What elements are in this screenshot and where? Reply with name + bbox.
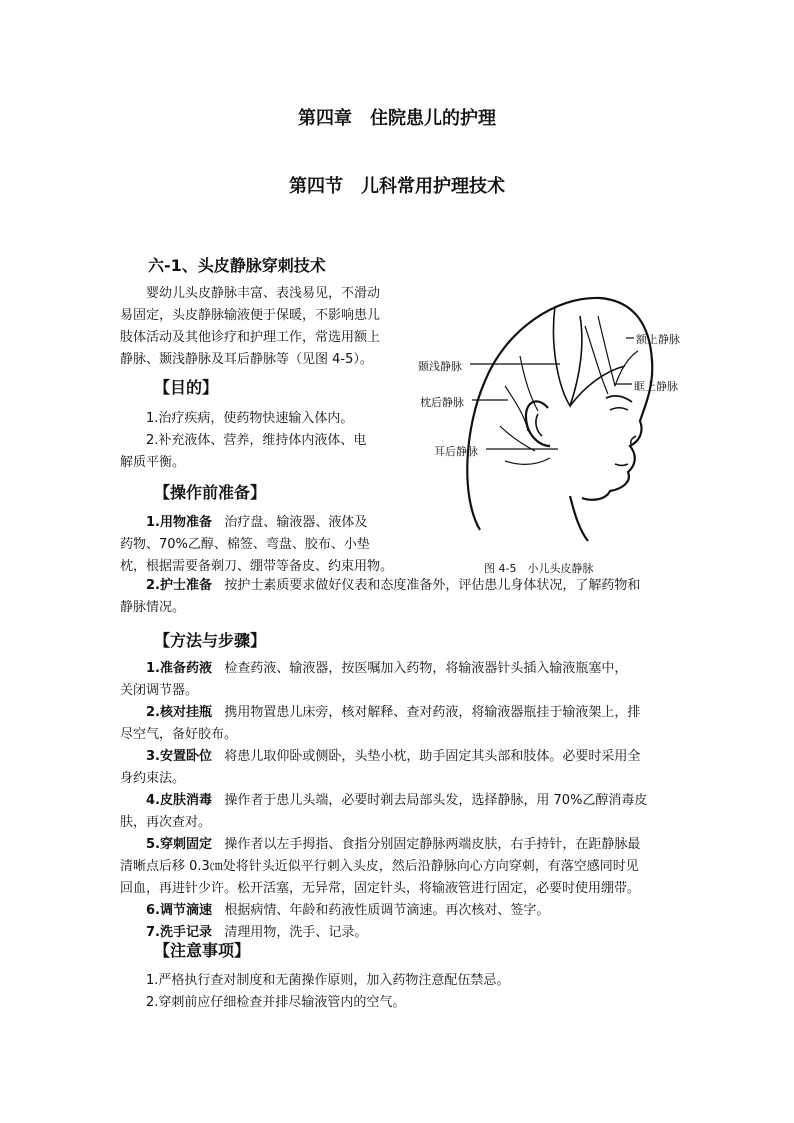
step-lead: 2.核对挂瓶 <box>146 705 212 720</box>
prep-item-2-text: 按护士素质要求做好仪表和态度准备外，评估患儿身体状况，了解药物和 <box>224 578 641 593</box>
step-lead: 4.皮肤消毒 <box>146 793 212 808</box>
figure-label-supraorbital-vein: 眶上静脉 <box>634 380 678 393</box>
intro-line: 肢体活动及其他诊疗和护理工作，常选用额上 <box>120 330 381 345</box>
prep-item-1-line: 药物、70%乙醇、棉签、弯盘、胶布、小垫 <box>120 537 370 552</box>
prep-item-2-lead: 2.护士准备 <box>146 578 212 593</box>
prep-item-1-text: 治疗盘、输液器、液体及 <box>224 515 368 530</box>
intro-line: 婴幼儿头皮静脉丰富、表浅易见，不滑动 <box>146 286 381 301</box>
list-item: 2.补充液体、营养，维持体内液体、电 <box>146 433 367 448</box>
purpose-heading: 【目的】 <box>154 378 219 397</box>
figure-caption: 图 4-5 小儿头皮静脉 <box>484 562 594 575</box>
list-item: 2.穿刺前应仔细检查并排尽输液管内的空气。 <box>146 995 406 1010</box>
step-text: 操作者于患儿头端，必要时剃去局部头发，选择静脉，用 70%乙醇消毒皮 <box>224 793 648 808</box>
figure-label-occipital-vein: 枕后静脉 <box>420 396 464 409</box>
figure-label-supratrochlear-vein: 额上静脉 <box>636 333 680 346</box>
step-lead: 6.调节滴速 <box>146 903 212 918</box>
topic-title: 六-1、头皮静脉穿刺技术 <box>148 256 326 275</box>
notes-heading: 【注意事项】 <box>154 941 251 960</box>
step-text: 操作者以左手拇指、食指分别固定静脉两端皮肤，右手持针，在距静脉最 <box>224 837 641 852</box>
prep-item-1-lead: 1.用物准备 <box>146 515 212 530</box>
prep-item-1 <box>120 512 410 578</box>
step-text: 携用物置患儿床旁，核对解释、查对药液，将输液器瓶挂于输液架上，排 <box>224 705 641 720</box>
prep-heading: 【操作前准备】 <box>154 483 267 502</box>
step-text: 回血，再进针少许。松开活塞，无异常，固定针头，将输液管进行固定，必要时使用绷带。 <box>120 881 641 896</box>
section-title: 第四节 儿科常用护理技术 <box>289 176 505 197</box>
step-5 <box>120 834 700 900</box>
intro-line: 静脉、颞浅静脉及耳后静脉等（见图 4-5）。 <box>120 352 373 367</box>
steps-list <box>120 658 700 944</box>
chapter-title: 第四章 住院患儿的护理 <box>298 108 496 129</box>
step-text: 清理用物，洗手、记录。 <box>224 925 368 940</box>
step-text: 清晰点后移 0.3㎝处将针头近似平行刺入头皮，然后沿静脉向心方向穿刺，有落空感同时见 <box>120 859 639 874</box>
head-veins-figure <box>410 286 700 576</box>
figure-label-superficial-temporal-vein: 颞浅静脉 <box>418 360 462 373</box>
list-item: 1.严格执行查对制度和无菌操作原则，加入药物注意配伍禁忌。 <box>146 973 510 988</box>
step-text: 肤，再次查对。 <box>120 815 212 830</box>
step-3 <box>120 746 700 790</box>
step-text: 根据病情、年龄和药液性质调节滴速。再次核对、签字。 <box>224 903 550 918</box>
notes-list <box>120 970 700 1014</box>
intro-line: 易固定，头皮静脉输液便于保暖，不影响患儿 <box>120 308 381 323</box>
prep-item-1-line: 枕，根据需要备剃刀、绷带等备皮、约束用物。 <box>120 559 394 574</box>
step-1 <box>120 658 700 702</box>
purpose-list <box>120 408 410 474</box>
step-6 <box>120 900 700 922</box>
step-4 <box>120 790 700 834</box>
step-lead: 5.穿刺固定 <box>146 837 212 852</box>
step-text: 关闭调节器。 <box>120 683 199 698</box>
list-item: 解质平衡。 <box>120 455 186 470</box>
step-lead: 1.准备药液 <box>146 661 212 676</box>
step-text: 尽空气，备好胶布。 <box>120 727 238 742</box>
step-text: 身约束法。 <box>120 771 186 786</box>
step-lead: 7.洗手记录 <box>146 925 212 940</box>
head-veins-illustration <box>410 286 700 576</box>
step-text: 将患儿取仰卧或侧卧，头垫小枕，助手固定其头部和肢体。必要时采用全 <box>224 749 641 764</box>
steps-heading: 【方法与步骤】 <box>154 631 267 650</box>
prep-item-2-line: 静脉情况。 <box>120 600 186 615</box>
step-lead: 3.安置卧位 <box>146 749 212 764</box>
intro-paragraph <box>120 283 410 371</box>
figure-label-posterior-auricular-vein: 耳后静脉 <box>434 445 478 458</box>
step-text: 检查药液、输液器，按医嘱加入药物，将输液器针头插入输液瓶塞中， <box>224 661 628 676</box>
step-2 <box>120 702 700 746</box>
prep-item-2 <box>120 575 700 619</box>
list-item: 1.治疗疾病，使药物快速输入体内。 <box>146 411 354 426</box>
